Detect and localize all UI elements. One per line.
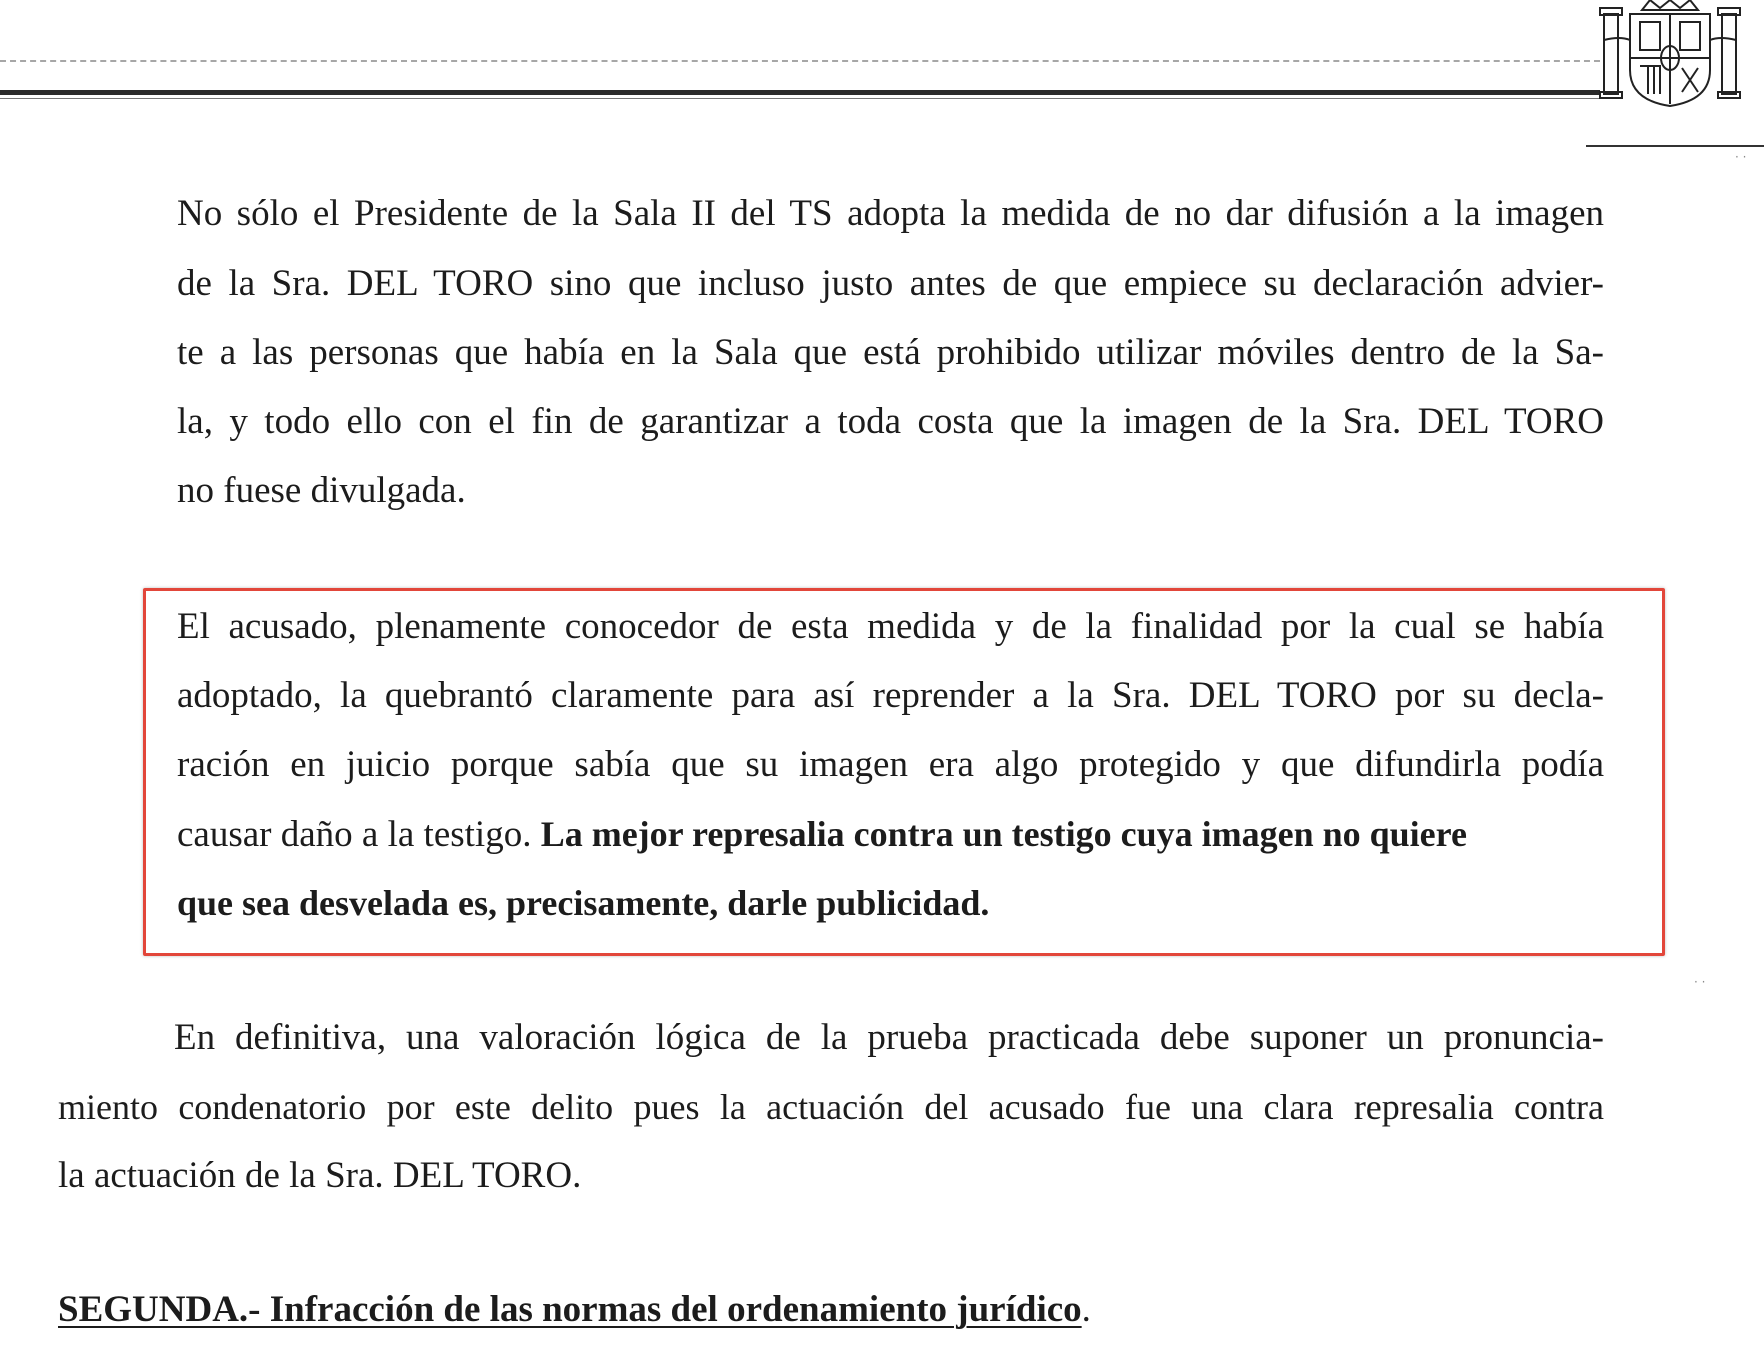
paragraph-2-line5-bold: que sea desvelada es, precisamente, darle publicidad. <box>177 883 990 923</box>
scan-speck: · · <box>1694 975 1706 989</box>
paragraph-1-line: la, y todo ello con el fin de garantizar a toda costa que la imagen de la Sra. DEL TORO <box>177 401 1604 442</box>
scan-speck: · · <box>1735 150 1747 164</box>
paragraph-2-line: adoptado, la quebrantó claramente para así reprender a la Sra. DEL TORO por su decla- <box>177 675 1604 716</box>
header-thin-rule <box>0 98 1600 99</box>
coat-of-arms-icon <box>1590 0 1750 108</box>
header-dashed-rule <box>0 60 1600 62</box>
paragraph-2-line4-regular: causar daño a la testigo. <box>177 814 532 855</box>
paragraph-1-line: No sólo el Presidente de la Sala II del TS adopta la medida de no dar difusión a la imagen <box>177 193 1604 234</box>
paragraph-2-line: ración en juicio porque sabía que su imagen era algo protegido y que difundirla podía <box>177 744 1604 785</box>
paragraph-2-line: El acusado, plenamente conocedor de esta medida y de la finalidad por la cual se había <box>177 606 1604 647</box>
paragraph-1-line: no fuese divulgada. <box>177 470 466 511</box>
header-right-rule <box>1586 145 1764 147</box>
paragraph-1-line: te a las personas que había en la Sala que está prohibido utilizar móviles dentro de la Sa- <box>177 332 1604 373</box>
section-heading-period: . <box>1081 1289 1091 1330</box>
paragraph-1-line: de la Sra. DEL TORO sino que incluso justo antes de que empiece su declaración advier- <box>177 263 1604 304</box>
paragraph-2-line4-bold: La mejor represalia contra un testigo cuya imagen no quiere <box>540 814 1467 854</box>
paragraph-3-line: la actuación de la Sra. DEL TORO. <box>58 1155 582 1196</box>
header-rule <box>0 90 1600 95</box>
section-heading <box>58 1288 1091 1332</box>
paragraph-2-line <box>177 812 1467 857</box>
paragraph-3-line: miento condenatorio por este delito pues la actuación del acusado fue una clara represalia contra <box>58 1087 1604 1127</box>
paragraph-3-line: En definitiva, una valoración lógica de la prueba practicada debe suponer un pronuncia- <box>174 1017 1604 1058</box>
section-heading-text: SEGUNDA.- Infracción de las normas del ordenamiento jurídico <box>58 1289 1082 1330</box>
